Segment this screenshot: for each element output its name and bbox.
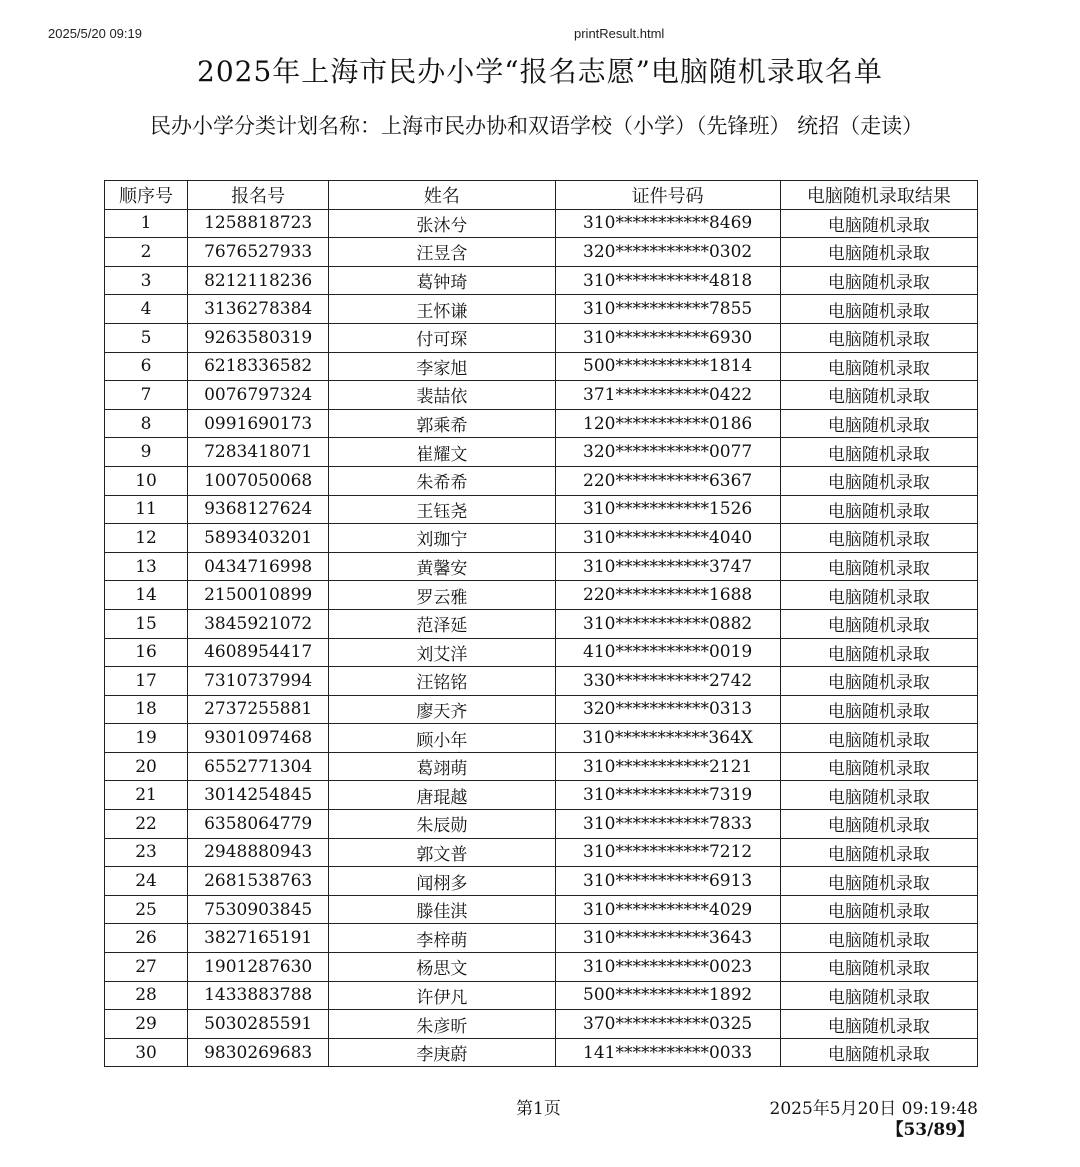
header-result: 电脑随机录取结果 [780, 181, 977, 210]
print-filename: printResult.html [574, 26, 665, 41]
cell-name: 唐琨越 [329, 781, 555, 810]
table-row [105, 810, 978, 839]
cell-result: 电脑随机录取 [780, 295, 977, 324]
cell-registration-number: 6218336582 [188, 352, 329, 381]
cell-result: 电脑随机录取 [780, 323, 977, 352]
cell-id-number: 310***********0023 [555, 953, 780, 982]
cell-registration-number: 1007050068 [188, 466, 329, 495]
cell-id-number: 330***********2742 [555, 667, 780, 696]
cell-id-number: 310***********1526 [555, 495, 780, 524]
cell-id-number: 310***********6913 [555, 867, 780, 896]
cell-name: 滕佳淇 [329, 895, 555, 924]
cell-result: 电脑随机录取 [780, 238, 977, 267]
table-row [105, 438, 978, 467]
cell-sequence: 14 [105, 581, 188, 610]
cell-id-number: 310***********7319 [555, 781, 780, 810]
cell-result: 电脑随机录取 [780, 724, 977, 753]
cell-name: 顾小年 [329, 724, 555, 753]
print-header [0, 26, 1080, 46]
cell-result: 电脑随机录取 [780, 981, 977, 1010]
cell-name: 罗云雅 [329, 581, 555, 610]
cell-registration-number: 2150010899 [188, 581, 329, 610]
document-title: 2025年上海市民办小学“报名志愿”电脑随机录取名单 [197, 55, 883, 88]
cell-registration-number: 8212118236 [188, 266, 329, 295]
cell-sequence: 19 [105, 724, 188, 753]
table-row [105, 295, 978, 324]
cell-id-number: 320***********0077 [555, 438, 780, 467]
cell-result: 电脑随机录取 [780, 466, 977, 495]
cell-registration-number: 9368127624 [188, 495, 329, 524]
cell-registration-number: 4608954417 [188, 638, 329, 667]
cell-registration-number: 1258818723 [188, 209, 329, 238]
cell-name: 李梓萌 [329, 924, 555, 953]
table-row [105, 724, 978, 753]
header-sequence: 顺序号 [105, 181, 188, 210]
cell-name: 朱希希 [329, 466, 555, 495]
cell-id-number: 141***********0033 [555, 1038, 780, 1067]
table-row [105, 381, 978, 410]
cell-sequence: 25 [105, 895, 188, 924]
table-row [105, 781, 978, 810]
cell-name: 张沐兮 [329, 209, 555, 238]
cell-result: 电脑随机录取 [780, 209, 977, 238]
cell-id-number: 310***********6930 [555, 323, 780, 352]
cell-name: 李庚蔚 [329, 1038, 555, 1067]
cell-result: 电脑随机录取 [780, 409, 977, 438]
cell-sequence: 12 [105, 524, 188, 553]
cell-registration-number: 7283418071 [188, 438, 329, 467]
cell-registration-number: 1901287630 [188, 953, 329, 982]
cell-sequence: 20 [105, 752, 188, 781]
cell-id-number: 371***********0422 [555, 381, 780, 410]
cell-sequence: 6 [105, 352, 188, 381]
cell-sequence: 28 [105, 981, 188, 1010]
cell-name: 黄馨安 [329, 552, 555, 581]
cell-id-number: 310***********2121 [555, 752, 780, 781]
cell-id-number: 310***********7855 [555, 295, 780, 324]
table-row [105, 981, 978, 1010]
cell-result: 电脑随机录取 [780, 552, 977, 581]
cell-result: 电脑随机录取 [780, 495, 977, 524]
cell-id-number: 310***********4040 [555, 524, 780, 553]
cell-id-number: 120***********0186 [555, 409, 780, 438]
cell-name: 廖天齐 [329, 695, 555, 724]
cell-id-number: 310***********0882 [555, 609, 780, 638]
footer-timestamp: 2025年5月20日 09:19:48 [769, 1099, 978, 1119]
cell-name: 许伊凡 [329, 981, 555, 1010]
footer-page-count: 【53/89】 [886, 1120, 974, 1140]
cell-sequence: 23 [105, 838, 188, 867]
cell-registration-number: 9301097468 [188, 724, 329, 753]
table-row [105, 1038, 978, 1067]
cell-result: 电脑随机录取 [780, 609, 977, 638]
table-row [105, 838, 978, 867]
cell-result: 电脑随机录取 [780, 438, 977, 467]
table-row [105, 352, 978, 381]
cell-id-number: 320***********0302 [555, 238, 780, 267]
admission-result-table [104, 180, 978, 1067]
table-body [105, 209, 978, 1067]
cell-sequence: 27 [105, 953, 188, 982]
cell-sequence: 13 [105, 552, 188, 581]
cell-sequence: 11 [105, 495, 188, 524]
cell-name: 汪铭铭 [329, 667, 555, 696]
cell-id-number: 410***********0019 [555, 638, 780, 667]
cell-name: 郭文普 [329, 838, 555, 867]
table-row [105, 552, 978, 581]
table-row [105, 609, 978, 638]
cell-sequence: 3 [105, 266, 188, 295]
cell-id-number: 310***********4818 [555, 266, 780, 295]
cell-result: 电脑随机录取 [780, 924, 977, 953]
cell-sequence: 26 [105, 924, 188, 953]
cell-registration-number: 7530903845 [188, 895, 329, 924]
cell-result: 电脑随机录取 [780, 838, 977, 867]
cell-id-number: 310***********8469 [555, 209, 780, 238]
cell-name: 付可琛 [329, 323, 555, 352]
cell-name: 崔耀文 [329, 438, 555, 467]
table-row [105, 895, 978, 924]
cell-id-number: 500***********1892 [555, 981, 780, 1010]
cell-name: 王怀谦 [329, 295, 555, 324]
cell-id-number: 310***********3747 [555, 552, 780, 581]
cell-id-number: 310***********7212 [555, 838, 780, 867]
cell-result: 电脑随机录取 [780, 1010, 977, 1039]
cell-name: 刘艾洋 [329, 638, 555, 667]
cell-registration-number: 2681538763 [188, 867, 329, 896]
cell-registration-number: 0076797324 [188, 381, 329, 410]
cell-result: 电脑随机录取 [780, 695, 977, 724]
cell-id-number: 220***********1688 [555, 581, 780, 610]
cell-name: 李家旭 [329, 352, 555, 381]
table-row [105, 466, 978, 495]
header-name: 姓名 [329, 181, 555, 210]
cell-result: 电脑随机录取 [780, 752, 977, 781]
cell-result: 电脑随机录取 [780, 266, 977, 295]
cell-name: 闻栩多 [329, 867, 555, 896]
table-row [105, 867, 978, 896]
cell-registration-number: 7676527933 [188, 238, 329, 267]
plan-name-line: 民办小学分类计划名称：上海市民办协和双语学校（小学）（先锋班） 统招（走读） [150, 114, 924, 138]
cell-name: 裴喆依 [329, 381, 555, 410]
cell-result: 电脑随机录取 [780, 895, 977, 924]
cell-sequence: 18 [105, 695, 188, 724]
cell-result: 电脑随机录取 [780, 667, 977, 696]
cell-registration-number: 9830269683 [188, 1038, 329, 1067]
cell-name: 刘珈宁 [329, 524, 555, 553]
table-row [105, 953, 978, 982]
cell-result: 电脑随机录取 [780, 638, 977, 667]
cell-result: 电脑随机录取 [780, 1038, 977, 1067]
cell-sequence: 5 [105, 323, 188, 352]
cell-sequence: 10 [105, 466, 188, 495]
cell-registration-number: 7310737994 [188, 667, 329, 696]
table-row [105, 695, 978, 724]
cell-registration-number: 1433883788 [188, 981, 329, 1010]
table-row [105, 581, 978, 610]
cell-sequence: 2 [105, 238, 188, 267]
cell-sequence: 24 [105, 867, 188, 896]
table-row [105, 924, 978, 953]
cell-name: 范泽延 [329, 609, 555, 638]
cell-sequence: 1 [105, 209, 188, 238]
cell-sequence: 16 [105, 638, 188, 667]
cell-registration-number: 3845921072 [188, 609, 329, 638]
cell-registration-number: 6552771304 [188, 752, 329, 781]
cell-registration-number: 5893403201 [188, 524, 329, 553]
cell-result: 电脑随机录取 [780, 781, 977, 810]
cell-sequence: 21 [105, 781, 188, 810]
print-datetime: 2025/5/20 09:19 [48, 26, 142, 41]
cell-registration-number: 3136278384 [188, 295, 329, 324]
cell-sequence: 7 [105, 381, 188, 410]
table-row [105, 638, 978, 667]
cell-sequence: 4 [105, 295, 188, 324]
cell-registration-number: 9263580319 [188, 323, 329, 352]
table-row [105, 238, 978, 267]
cell-result: 电脑随机录取 [780, 381, 977, 410]
table-row [105, 266, 978, 295]
cell-registration-number: 2948880943 [188, 838, 329, 867]
cell-result: 电脑随机录取 [780, 524, 977, 553]
cell-result: 电脑随机录取 [780, 581, 977, 610]
cell-name: 葛钟琦 [329, 266, 555, 295]
table-row [105, 323, 978, 352]
cell-id-number: 220***********6367 [555, 466, 780, 495]
table-row [105, 667, 978, 696]
cell-id-number: 310***********3643 [555, 924, 780, 953]
cell-name: 郭乘希 [329, 409, 555, 438]
cell-registration-number: 0991690173 [188, 409, 329, 438]
header-registration-number: 报名号 [188, 181, 329, 210]
cell-sequence: 15 [105, 609, 188, 638]
table-row [105, 1010, 978, 1039]
table-row [105, 495, 978, 524]
cell-registration-number: 2737255881 [188, 695, 329, 724]
cell-registration-number: 6358064779 [188, 810, 329, 839]
cell-name: 朱辰勋 [329, 810, 555, 839]
cell-sequence: 22 [105, 810, 188, 839]
cell-name: 汪昱含 [329, 238, 555, 267]
cell-result: 电脑随机录取 [780, 867, 977, 896]
cell-sequence: 30 [105, 1038, 188, 1067]
cell-registration-number: 3014254845 [188, 781, 329, 810]
cell-name: 朱彦昕 [329, 1010, 555, 1039]
cell-registration-number: 0434716998 [188, 552, 329, 581]
cell-name: 葛翊萌 [329, 752, 555, 781]
footer-page-number: 第1页 [516, 1099, 561, 1119]
cell-sequence: 29 [105, 1010, 188, 1039]
cell-result: 电脑随机录取 [780, 953, 977, 982]
cell-sequence: 9 [105, 438, 188, 467]
cell-id-number: 500***********1814 [555, 352, 780, 381]
cell-sequence: 8 [105, 409, 188, 438]
table-row [105, 752, 978, 781]
cell-name: 杨思文 [329, 953, 555, 982]
table-row [105, 409, 978, 438]
cell-registration-number: 5030285591 [188, 1010, 329, 1039]
table-row [105, 209, 978, 238]
cell-sequence: 17 [105, 667, 188, 696]
cell-id-number: 320***********0313 [555, 695, 780, 724]
table-header-row [105, 181, 978, 210]
cell-id-number: 310***********364X [555, 724, 780, 753]
cell-id-number: 370***********0325 [555, 1010, 780, 1039]
header-id-number: 证件号码 [555, 181, 780, 210]
cell-id-number: 310***********4029 [555, 895, 780, 924]
cell-registration-number: 3827165191 [188, 924, 329, 953]
table-row [105, 524, 978, 553]
cell-result: 电脑随机录取 [780, 352, 977, 381]
cell-name: 王钰尧 [329, 495, 555, 524]
cell-result: 电脑随机录取 [780, 810, 977, 839]
cell-id-number: 310***********7833 [555, 810, 780, 839]
